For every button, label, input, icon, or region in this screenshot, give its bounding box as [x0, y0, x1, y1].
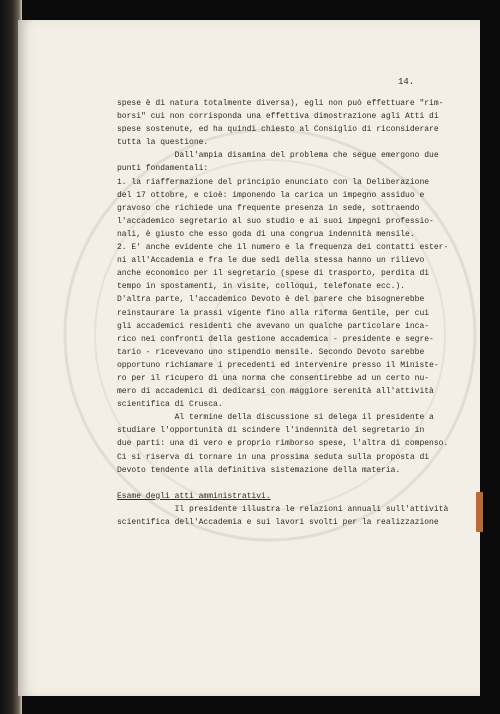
- text-line: studiare l'opportunità di scindere l'indennità del segretario in: [117, 426, 425, 436]
- text-line: spese sostenute, ed ha quindi chiesto al Consiglio di riconsiderare: [117, 125, 439, 135]
- text-line: gravoso che richiede una frequente presenza in sede, sottraendo: [117, 203, 420, 213]
- text-line: anche economico per il segretario (spese di trasporto, perdita di: [117, 269, 430, 279]
- text-line: nali, è giusto che esso goda di una congrua indennità mensile.: [117, 229, 415, 239]
- text-line: Dall'ampia disamina del problema che segue emergono due: [117, 151, 439, 161]
- text-line: del 17 ottobre, e cioè: imponendo la carica un impegno assiduo e: [117, 190, 425, 200]
- page-number: 14.: [398, 77, 415, 87]
- bookmark-ribbon: [476, 492, 483, 532]
- page-edge-background: [480, 20, 500, 696]
- text-line: Ci si riserva di tornare in una prossima seduta sulla proposta di: [117, 452, 430, 462]
- text-line: reinstaurare la prassi vigente fino alla riforma Gentile, per cui: [117, 308, 430, 318]
- text-line: l'accademico segretario al suo studio e ai suoi impegni professio-: [117, 216, 434, 226]
- text-line: Al termine della discussione si delega il presidente a: [117, 413, 434, 423]
- text-line: due parti: una di vero e proprio rimborso spese, l'altra di compenso.: [117, 439, 449, 449]
- text-line: opportuno richiamare i precedenti ed intervenire presso il Ministe-: [117, 360, 439, 370]
- text-line: 1. la riaffermazione del principio enunciato con la Deliberazione: [117, 177, 430, 187]
- text-line: scientifica dell'Accademia e sui lavori svolti per la realizzazione: [117, 518, 439, 527]
- text-line: ro per il ricupero di una norma che consentirebbe ad un certo nu-: [117, 373, 430, 383]
- section-heading: Esame degli atti amministrativi.: [117, 491, 271, 501]
- text-line: mero di accademici di dedicarsi con maggiore serenità all'attività: [117, 387, 434, 397]
- text-line: ni all'Accademia e fra le due sedi della stessa hanno un rilievo: [117, 256, 425, 266]
- document-body-text: [117, 97, 449, 529]
- text-line: spese è di natura totalmente diversa), egli non può effettuare "rim-: [117, 99, 444, 108]
- text-line: punti fondamentali:: [117, 164, 209, 174]
- text-line: borsi" cui non corrisponda una effettiva dimostrazione agli Atti di: [117, 112, 439, 122]
- text-line: tutta la questione.: [117, 138, 209, 148]
- text-line: Il presidente illustra le relazioni annuali sull'attività: [117, 504, 449, 514]
- text-line: scientifica di Crusca.: [117, 400, 223, 410]
- text-line: tempo in spostamenti, in visite, colloqui, telefonate ecc.).: [117, 282, 406, 292]
- text-line: [117, 477, 437, 490]
- text-line: Devoto tendente alla definitiva sistemazione della materia.: [117, 465, 401, 475]
- text-line: gli accademici residenti che avevano un qualche particolare inca-: [117, 321, 430, 331]
- text-line: 2. E' anche evidente che il numero e la frequenza dei contatti ester-: [117, 243, 449, 253]
- text-line: D'altra parte, l'accademico Devoto è del parere che bisognerebbe: [117, 295, 425, 305]
- text-line: rico nei confronti della gestione accademica - presidente e segre-: [117, 334, 434, 344]
- text-line: tario - ricevevano uno stipendio mensile. Secondo Devoto sarebbe: [117, 347, 425, 357]
